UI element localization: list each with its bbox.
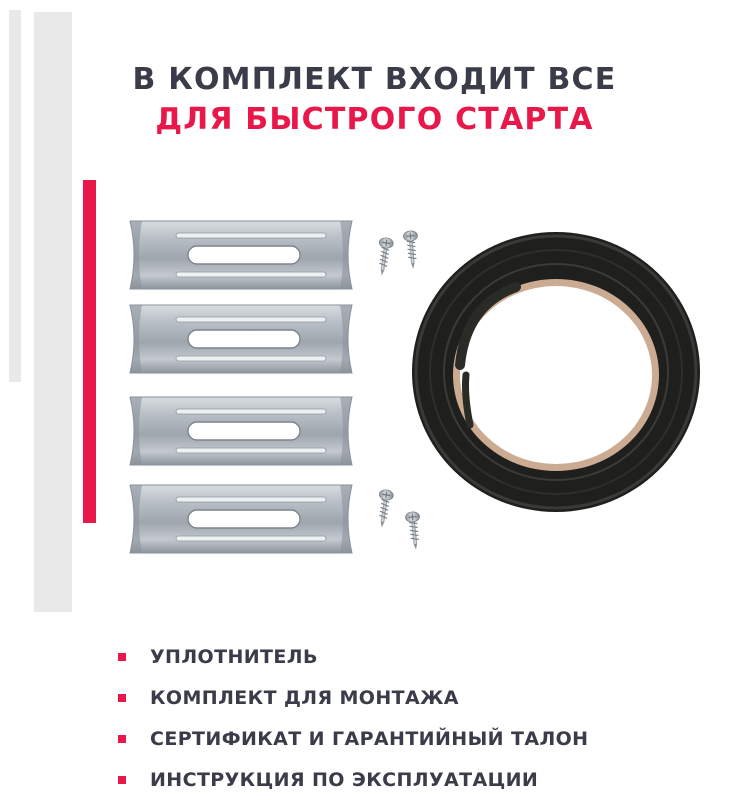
list-item — [118, 759, 589, 800]
bullet-icon — [118, 653, 126, 661]
list-item — [118, 636, 589, 677]
mounting-bracket — [130, 221, 352, 289]
screw — [375, 489, 394, 529]
bullet-icon — [118, 694, 126, 702]
mounting-bracket — [130, 397, 352, 465]
screw — [403, 230, 420, 269]
sealing-tape-roll — [412, 232, 700, 512]
feature-label: УПЛОТНИТЕЛЬ — [150, 645, 318, 668]
screw — [375, 237, 394, 277]
list-item — [118, 718, 589, 759]
mounting-bracket — [130, 485, 352, 553]
feature-list — [118, 636, 589, 800]
bullet-icon — [118, 776, 126, 784]
heading-line-2: ДЛЯ БЫСТРОГО СТАРТА — [155, 102, 594, 137]
list-item — [118, 677, 589, 718]
feature-label: ИНСТРУКЦИЯ ПО ЭКСПЛУАТАЦИИ — [150, 768, 539, 791]
heading-line-1: В КОМПЛЕКТ ВХОДИТ ВСЕ — [132, 62, 617, 97]
accent-bar — [83, 180, 96, 523]
screw — [405, 511, 423, 550]
bullet-icon — [118, 735, 126, 743]
feature-label: КОМПЛЕКТ ДЛЯ МОНТАЖА — [150, 686, 459, 709]
kit-illustration — [120, 205, 720, 575]
feature-label: СЕРТИФИКАТ И ГАРАНТИЙНЫЙ ТАЛОН — [150, 727, 589, 750]
mounting-bracket — [130, 305, 352, 373]
